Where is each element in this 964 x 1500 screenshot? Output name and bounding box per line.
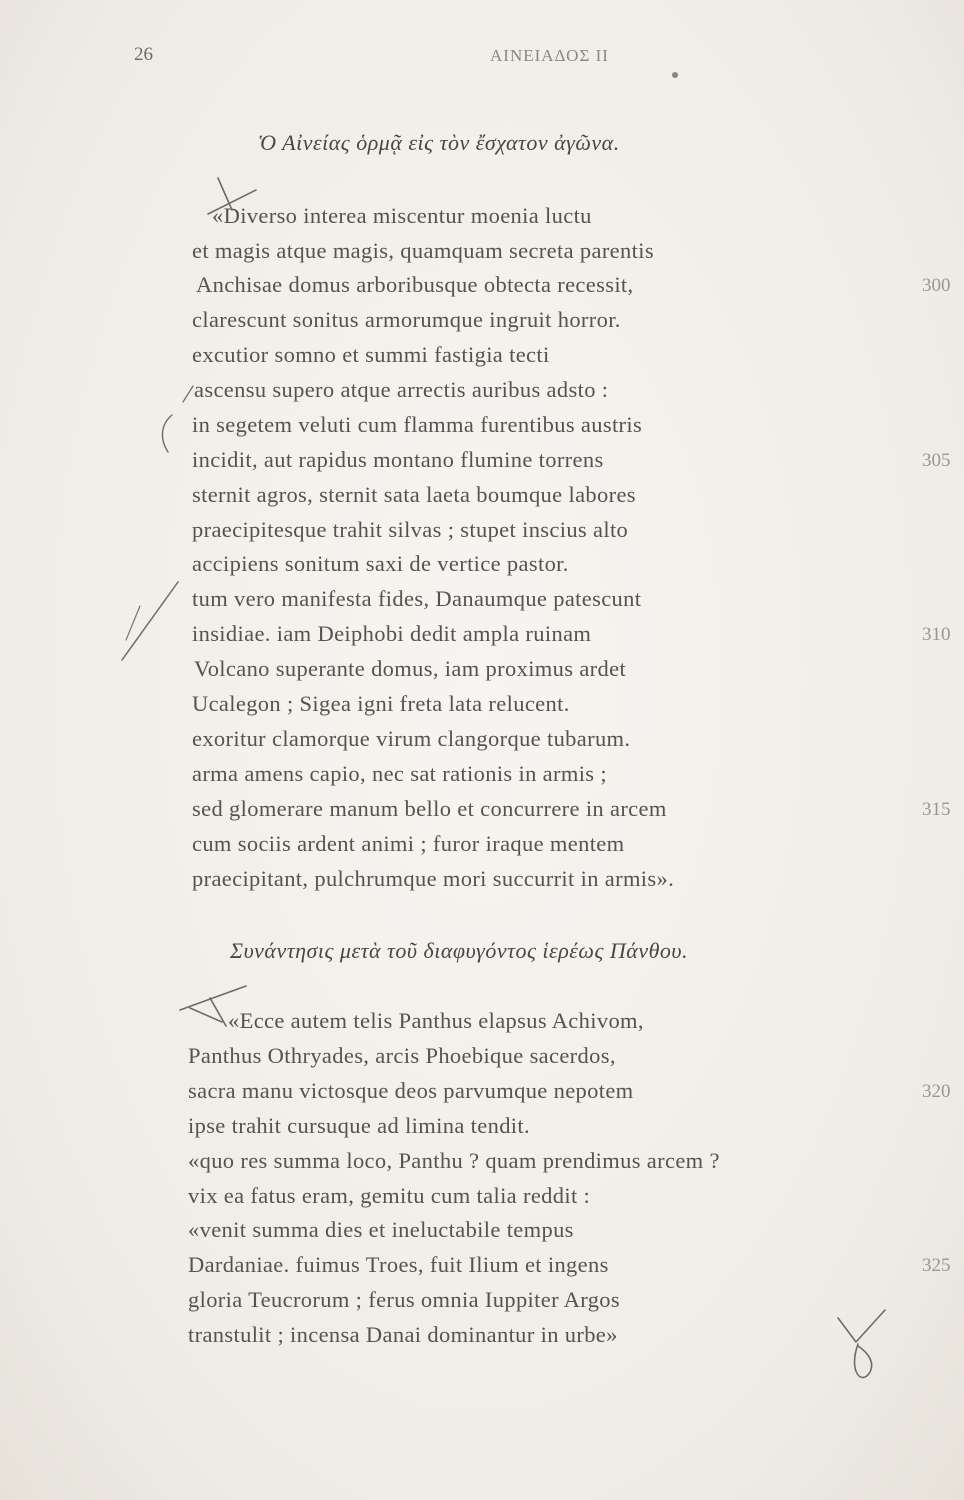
line-number: 320 xyxy=(922,1081,951,1102)
pencil-slash-icon xyxy=(122,582,178,660)
verse-line: «venit summa dies et ineluctabile tempus xyxy=(188,1217,574,1242)
verse-line: et magis atque magis, quamquam secreta parentis xyxy=(192,238,654,263)
section-heading: Ὁ Αἰνείας ὁρμᾷ εἰς τὸν ἔσχατον ἀγῶνα. xyxy=(258,130,620,155)
verse-line: transtulit ; incensa Danai dominantur in urbe» xyxy=(188,1322,618,1347)
verse-line: incidit, aut rapidus montano flumine torrens xyxy=(192,447,604,472)
verse-line: Ucalegon ; Sigea igni freta lata relucent. xyxy=(192,691,570,716)
running-title: AIΝΕΙΑΔΟΣ II xyxy=(490,46,609,65)
verse-line: sacra manu victosque deos parvumque nepotem xyxy=(188,1078,634,1103)
verse-line: tum vero manifesta fides, Danaumque patescunt xyxy=(192,586,642,611)
verse-line: clarescunt sonitus armorumque ingruit horror. xyxy=(192,307,621,332)
verse-line: praecipitesque trahit silvas ; stupet inscius alto xyxy=(192,517,629,542)
verse-line: exoritur clamorque virum clangorque tubarum. xyxy=(192,726,631,751)
verse-line: sternit agros, sternit sata laeta boumque labores xyxy=(192,482,636,507)
verse-line: Anchisae domus arboribusque obtecta recessit, xyxy=(196,272,634,297)
verse-line: in segetem veluti cum flamma furentibus austris xyxy=(192,412,643,437)
pencil-curl-icon xyxy=(162,415,172,452)
line-number: 300 xyxy=(922,275,951,296)
verse-line: vix ea fatus eram, gemitu cum talia reddit : xyxy=(188,1183,591,1208)
line-number: 310 xyxy=(922,624,951,645)
verse-line: Volcano superante domus, iam proximus ardet xyxy=(194,656,627,681)
verse-line: Panthus Othryades, arcis Phoebique sacerdos, xyxy=(188,1043,616,1068)
verse-line: sed glomerare manum bello et concurrere in arcem xyxy=(192,796,667,821)
verse-line: ipse trahit cursuque ad limina tendit. xyxy=(188,1113,530,1138)
verse-line: insidiae. iam Deiphobi dedit ampla ruinam xyxy=(192,621,592,646)
verse-line: Dardaniae. fuimus Troes, fuit Ilium et ingens xyxy=(188,1252,609,1277)
verse-line: «Ecce autem telis Panthus elapsus Achivom, xyxy=(228,1008,644,1033)
verse-line: «Diverso interea miscentur moenia luctu xyxy=(212,203,592,228)
line-number: 315 xyxy=(922,799,951,820)
verse-line: gloria Teucrorum ; ferus omnia Iuppiter Argos xyxy=(188,1287,620,1312)
page-number: 26 xyxy=(134,44,153,65)
verse-line: excutior somno et summi fastigia tecti xyxy=(192,342,550,367)
pencil-gamma-icon xyxy=(838,1310,885,1377)
ornament-dot xyxy=(672,72,678,78)
pencil-slash-icon xyxy=(183,386,193,402)
verse-line: cum sociis ardent animi ; furor iraque mentem xyxy=(192,831,625,856)
line-number: 305 xyxy=(922,450,951,471)
section-heading: Συνάντησις μετὰ τοῦ διαφυγόντος ἱερέως Πάνθου. xyxy=(230,938,688,963)
verse-line: accipiens sonitum saxi de vertice pastor. xyxy=(192,551,569,576)
running-head xyxy=(0,44,964,74)
verse-line: ascensu supero atque arrectis auribus adsto : xyxy=(194,377,609,402)
line-number: 325 xyxy=(922,1255,951,1276)
verse-line: praecipitant, pulchrumque mori succurrit in armis». xyxy=(192,866,675,891)
verse-line: arma amens capio, nec sat rationis in armis ; xyxy=(192,761,607,786)
verse-line: «quo res summa loco, Panthu ? quam prendimus arcem ? xyxy=(188,1148,720,1173)
